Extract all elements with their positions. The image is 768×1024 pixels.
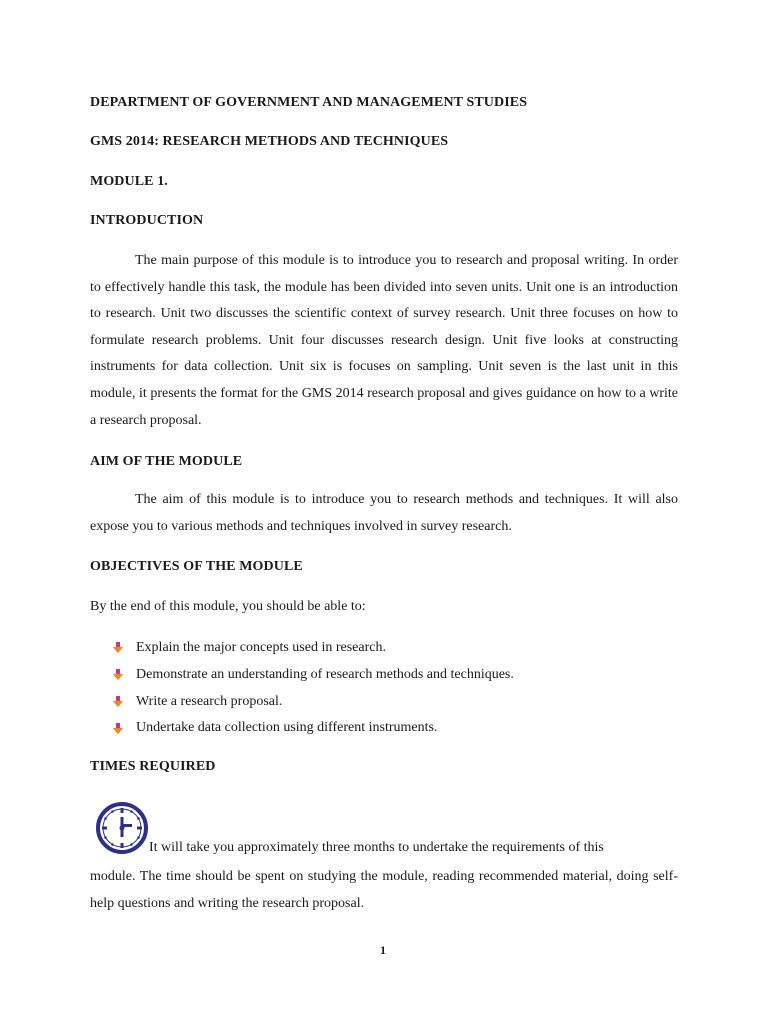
objective-text: Demonstrate an understanding of research methods and techniques. bbox=[136, 666, 514, 682]
objective-text: Explain the major concepts used in research. bbox=[136, 640, 386, 655]
course-heading: GMS 2014: RESEARCH METHODS AND TECHNIQUES bbox=[90, 134, 449, 149]
aim-heading: AIM OF THE MODULE bbox=[90, 454, 243, 469]
list-item bbox=[112, 689, 514, 716]
list-item bbox=[112, 715, 514, 742]
arrow-bullet-icon bbox=[112, 668, 136, 682]
document-page bbox=[90, 0, 678, 1024]
department-heading: DEPARTMENT OF GOVERNMENT AND MANAGEMENT STUDIES bbox=[90, 95, 528, 110]
times-heading: TIMES REQUIRED bbox=[90, 759, 216, 774]
list-item bbox=[112, 635, 514, 662]
page-number: 1 bbox=[380, 943, 386, 957]
arrow-bullet-icon bbox=[112, 695, 136, 709]
introduction-heading: INTRODUCTION bbox=[90, 213, 204, 228]
objective-text: Write a research proposal. bbox=[136, 693, 283, 709]
aim-paragraph: The aim of this module is to introduce you to research methods and techniques. It will also expose you to various methods and techniques involved in survey research. bbox=[90, 492, 678, 534]
times-paragraph: module. The time should be spent on studying the module, reading recommended material, doing self-help questions and writing the research proposal. bbox=[90, 869, 678, 911]
objectives-heading: OBJECTIVES OF THE MODULE bbox=[90, 559, 303, 574]
objective-text: Undertake data collection using different instruments. bbox=[136, 720, 438, 736]
clock-icon bbox=[95, 799, 149, 857]
times-text-first-line: It will take you approximately three months to undertake the requirements of this bbox=[149, 840, 604, 855]
module-heading: MODULE 1. bbox=[90, 174, 168, 189]
objectives-list bbox=[112, 635, 514, 742]
arrow-bullet-icon bbox=[112, 641, 136, 655]
introduction-paragraph: The main purpose of this module is to introduce you to research and proposal writing. In order to effectively handle this task, the module has been divided into seven units. Unit one is an introduction to research. Unit two discusses the scientific context of survey research. Unit three focuses on how to formulate research problems. Unit four discusses research design. Unit five looks at constructing instruments for data collection. Unit six is focuses on sampling. Unit seven is the last unit in this module, it presents the format for the GMS 2014 research proposal and gives guidance on how to a write a research proposal. bbox=[90, 253, 678, 428]
arrow-bullet-icon bbox=[112, 722, 136, 736]
objectives-intro: By the end of this module, you should be able to: bbox=[90, 599, 366, 614]
list-item bbox=[112, 662, 514, 689]
